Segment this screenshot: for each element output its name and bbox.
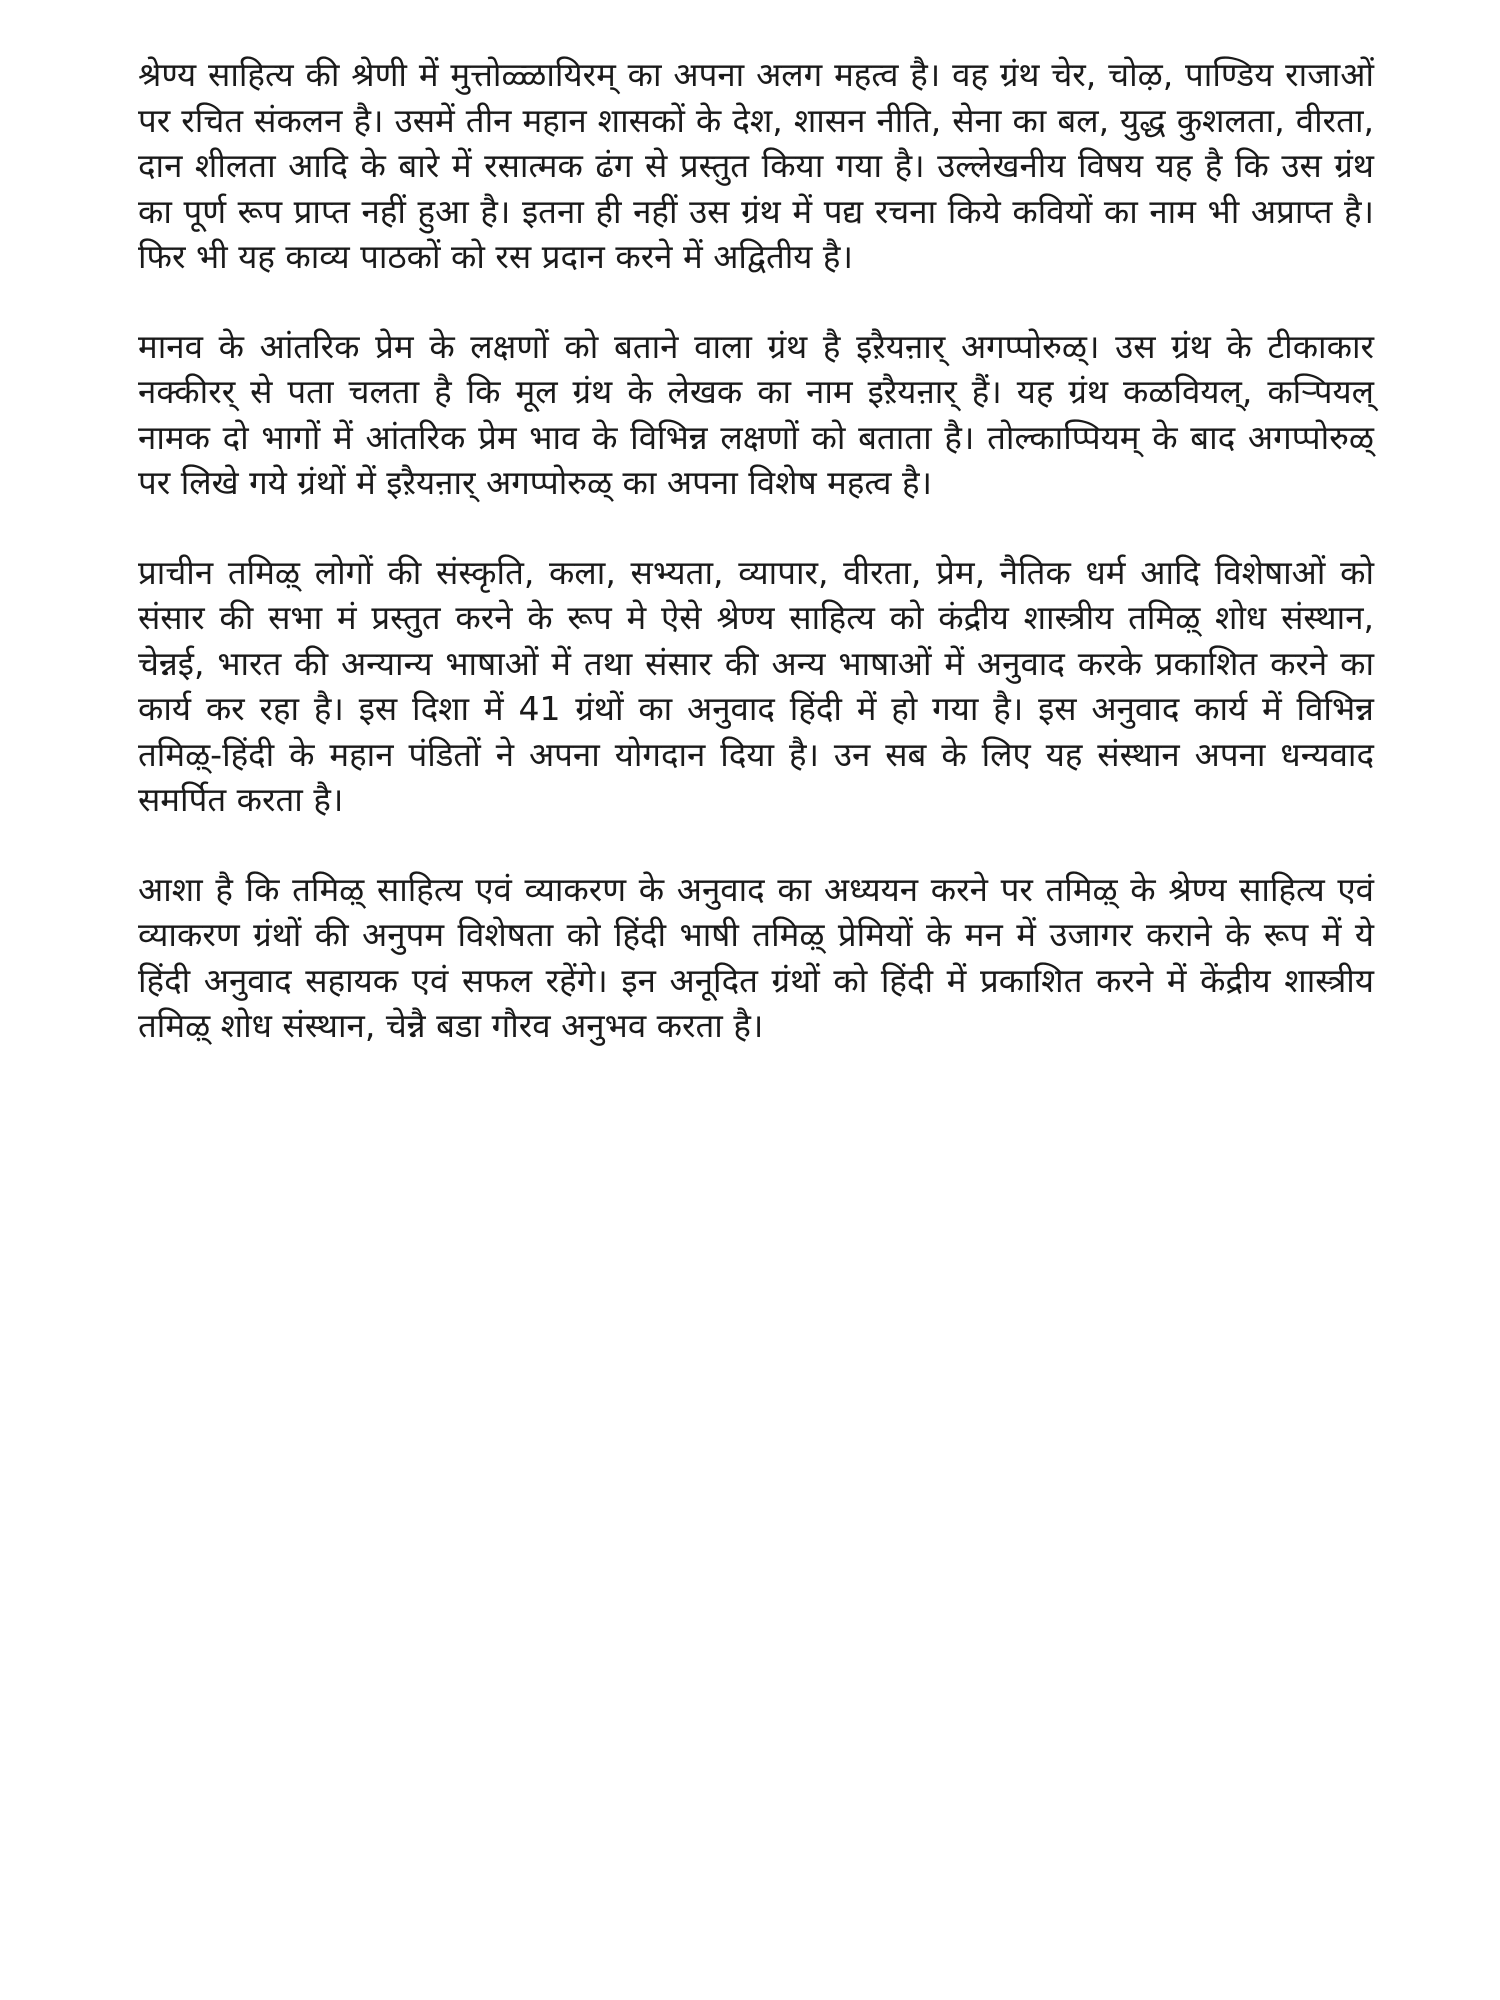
paragraph-institute-translation: प्राचीन तमिऴ् लोगों की संस्कृति, कला, सभ्यता, व्यापार, वीरता, प्रेम, नैतिक धर्म आदि विशेषाओं को संसार की सभा मं प्रस्तुत करने के रूप मे ऐसे श्रेण्य साहित्य को कंद्रीय शास्त्रीय तमिऴ् शोध संस्थान, चेन्नई, भारत की अन्यान्य भाषाओं में तथा संसार की अन्य भाषाओं में अनुवाद करके प्रकाशित करने का कार्य कर रहा है। इस दिशा में 41 ग्रंथों का अनुवाद हिंदी में हो गया है। इस अनुवाद कार्य में विभिन्न तमिऴ्-हिंदी के महान पंडितों ने अपना योगदान दिया है। उन सब के लिए यह संस्थान अपना धन्यवाद समर्पित करता है।	[138, 552, 1374, 819]
document-page	[138, 52, 1374, 1049]
paragraph-closing-hope: आशा है कि तमिऴ् साहित्य एवं व्याकरण के अनुवाद का अध्ययन करने पर तमिऴ् के श्रेण्य साहित्य एवं व्याकरण ग्रंथों की अनुपम विशेषता को हिंदी भाषी तमिऴ् प्रेमियों के मन में उजागर कराने के रूप में ये हिंदी अनुवाद सहायक एवं सफल रहेंगे। इन अनूदित ग्रंथों को हिंदी में प्रकाशित करने में केंद्रीय शास्त्रीय तमिऴ् शोध संस्थान, चेन्नै बडा गौरव अनुभव करता है।	[138, 869, 1374, 1045]
paragraph-muttollayiram: श्रेण्य साहित्य की श्रेणी में मुत्तोळ्ळायिरम् का अपना अलग महत्व है। वह ग्रंथ चेर, चोऴ, पाण्डिय राजाओं पर रचित संकलन है। उसमें तीन महान शासकों के देश, शासन नीति, सेना का बल, युद्ध कुशलता, वीरता, दान शीलता आदि के बारे में रसात्मक ढंग से प्रस्तुत किया गया है। उल्लेखनीय विषय यह है कि उस ग्रंथ का पूर्ण रूप प्राप्त नहीं हुआ है। इतना ही नहीं उस ग्रंथ में पद्य रचना किये कवियों का नाम भी अप्राप्त है। फिर भी यह काव्य पाठकों को रस प्रदान करने में अद्वितीय है।	[138, 55, 1374, 276]
paragraph-iraiyanar-agapporul: मानव के आंतरिक प्रेम के लक्षणों को बताने वाला ग्रंथ है इऱैयऩार् अगप्पोरुळ्। उस ग्रंथ के टीकाकार नक्कीरर् से पता चलता है कि मूल ग्रंथ के लेखक का नाम इऱैयऩार् हैं। यह ग्रंथ कळवियल्, कऱ्पियल् नामक दो भागों में आंतरिक प्रेम भाव के विभिन्न लक्षणों को बताता है। तोल्काप्पियम् के बाद अगप्पोरुळ् पर लिखे गये ग्रंथों में इऱैयऩार् अगप्पोरुळ् का अपना विशेष महत्व है।	[138, 326, 1374, 502]
